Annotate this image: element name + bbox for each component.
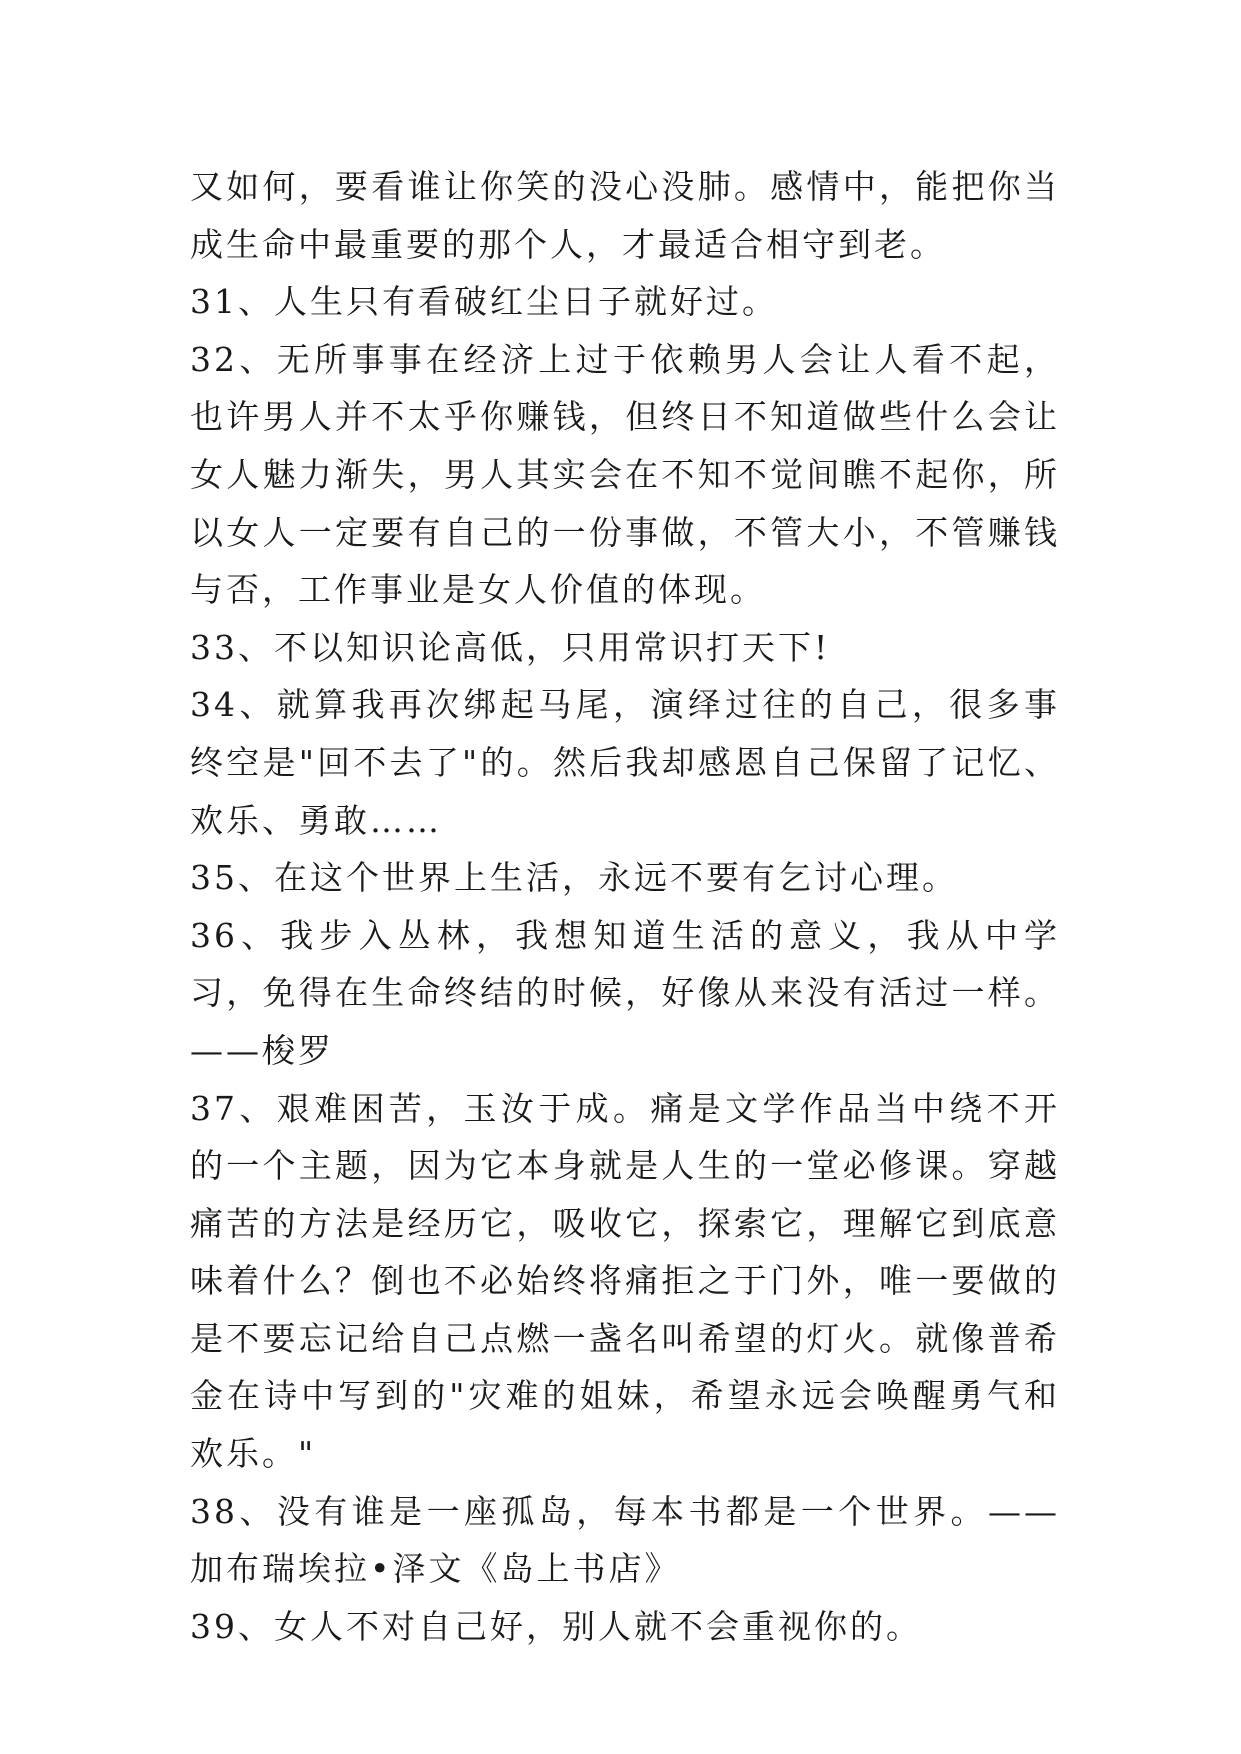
paragraph-continuation: 又如何，要看谁让你笑的没心没肺。感情中，能把你当成生命中最重要的那个人，才最适合相守到老。 <box>190 167 1060 264</box>
paragraph-35: 35、在这个世界上生活，永远不要有乞讨心理。 <box>190 858 958 898</box>
paragraph-31: 31、人生只有看破红尘日子就好过。 <box>190 282 778 322</box>
paragraph-33: 33、不以知识论高低，只用常识打天下! <box>190 627 831 667</box>
document-body <box>190 158 1060 1655</box>
paragraph-32: 32、无所事事在经济上过于依赖男人会让人看不起，也许男人并不太乎你赚钱，但终日不知道做些什么会让女人魅力渐失，男人其实会在不知不觉间瞧不起你，所以女人一定要有自己的一份事做，不管大小，不管赚钱与否，工作事业是女人价值的体现。 <box>190 339 1060 610</box>
paragraph-38: 38、没有谁是一座孤岛，每本书都是一个世界。——加布瑞埃拉•泽文《岛上书店》 <box>190 1491 1060 1589</box>
paragraph-36: 36、我步入丛林，我想知道生活的意义，我从中学习，免得在生命终结的时候，好像从来没有活过一样。——梭罗 <box>190 915 1060 1070</box>
paragraph-34: 34、就算我再次绑起马尾，演绎过往的自己，很多事终空是"回不去了"的。然后我却感恩自己保留了记忆、欢乐、勇敢…… <box>190 685 1060 840</box>
paragraph-37: 37、艰难困苦，玉汝于成。痛是文学作品当中绕不开的一个主题，因为它本身就是人生的一堂必修课。穿越痛苦的方法是经历它，吸收它，探索它，理解它到底意味着什么？倒也不必始终将痛拒之于门外，唯一要做的是不要忘记给自己点燃一盏名叫希望的灯火。就像普希金在诗中写到的"灾难的姐妹，希望永远会唤醒勇气和欢乐。" <box>190 1088 1060 1474</box>
paragraph-39: 39、女人不对自己好，别人就不会重视你的。 <box>190 1606 922 1646</box>
